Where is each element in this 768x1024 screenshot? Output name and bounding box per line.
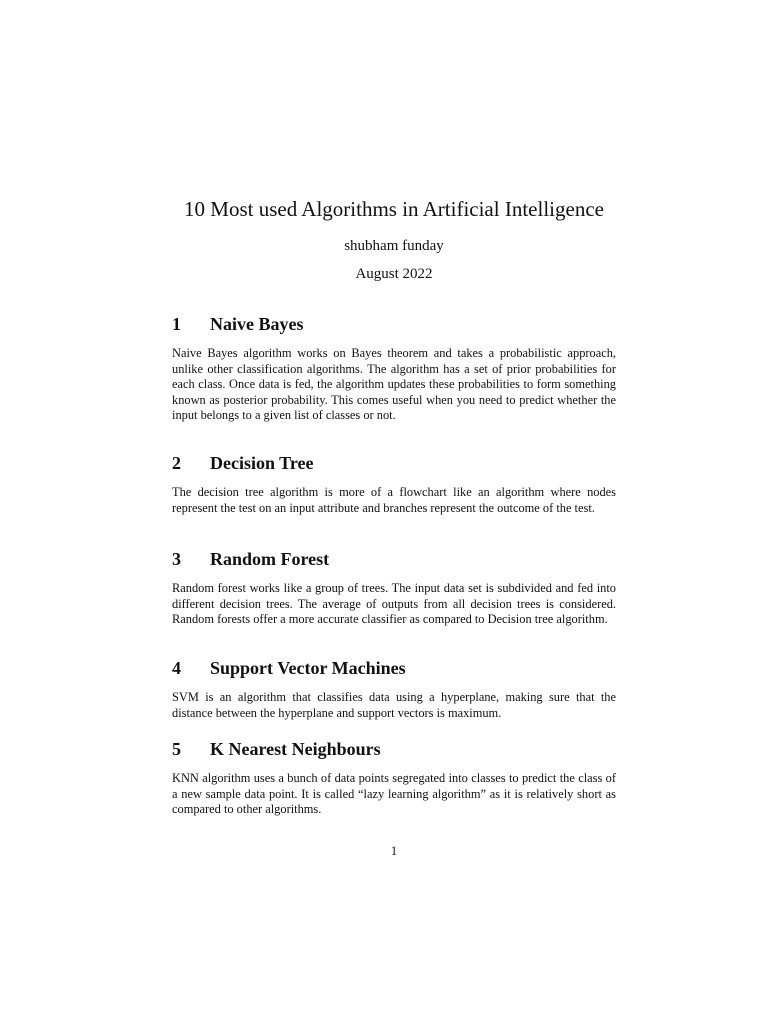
- section-body: The decision tree algorithm is more of a flowchart like an algorithm where nodes represent the test on an input attribute and branches represent the outcome of the test.: [172, 485, 616, 515]
- section-body: Naive Bayes algorithm works on Bayes theorem and takes a probabilistic approach, unlike other classification algorithms. The algorithm has a set of prior probabilities for each class. Once data is fed, the algorithm updates these probabilities to form something known as posterior probability. This comes useful when you need to predict whether the input belongs to a given list of classes or not.: [172, 346, 616, 422]
- section-body: SVM is an algorithm that classifies data using a hyperplane, making sure that the distance between the hyperplane and support vectors is maximum.: [172, 690, 616, 720]
- section-title: Naive Bayes: [210, 314, 304, 334]
- section-heading: [172, 451, 616, 475]
- section-number: 5: [172, 739, 181, 759]
- section-heading: [172, 312, 616, 336]
- section-random-forest: [172, 547, 616, 628]
- document-author: shubham funday: [344, 238, 444, 254]
- page-number: 1: [390, 844, 398, 858]
- document-title: 10 Most used Algorithms in Artificial Intelligence: [184, 197, 604, 221]
- section-k-nearest-neighbours: [172, 737, 616, 818]
- section-number: 3: [172, 549, 181, 569]
- section-support-vector-machines: [172, 656, 616, 721]
- section-title: Decision Tree: [210, 453, 314, 473]
- document-date: August 2022: [355, 266, 433, 282]
- section-number: 1: [172, 314, 181, 334]
- section-body: Random forest works like a group of trees. The input data set is subdivided and fed into different decision trees. The average of outputs from all decision trees is considered. Random forests offer a more accurate classifier as compared to Decision tree algorithm.: [172, 581, 616, 626]
- section-naive-bayes: [172, 312, 616, 424]
- section-heading: [172, 547, 616, 571]
- section-number: 2: [172, 453, 181, 473]
- section-decision-tree: [172, 451, 616, 516]
- section-title: Support Vector Machines: [210, 658, 406, 678]
- section-title: K Nearest Neighbours: [210, 739, 381, 759]
- section-body: KNN algorithm uses a bunch of data points segregated into classes to predict the class of a new sample data point. It is called “lazy learning algorithm” as it is relatively short as compared to other algorithms.: [172, 771, 616, 816]
- section-number: 4: [172, 658, 181, 678]
- section-title: Random Forest: [210, 549, 330, 569]
- section-heading: [172, 656, 616, 680]
- section-heading: [172, 737, 616, 761]
